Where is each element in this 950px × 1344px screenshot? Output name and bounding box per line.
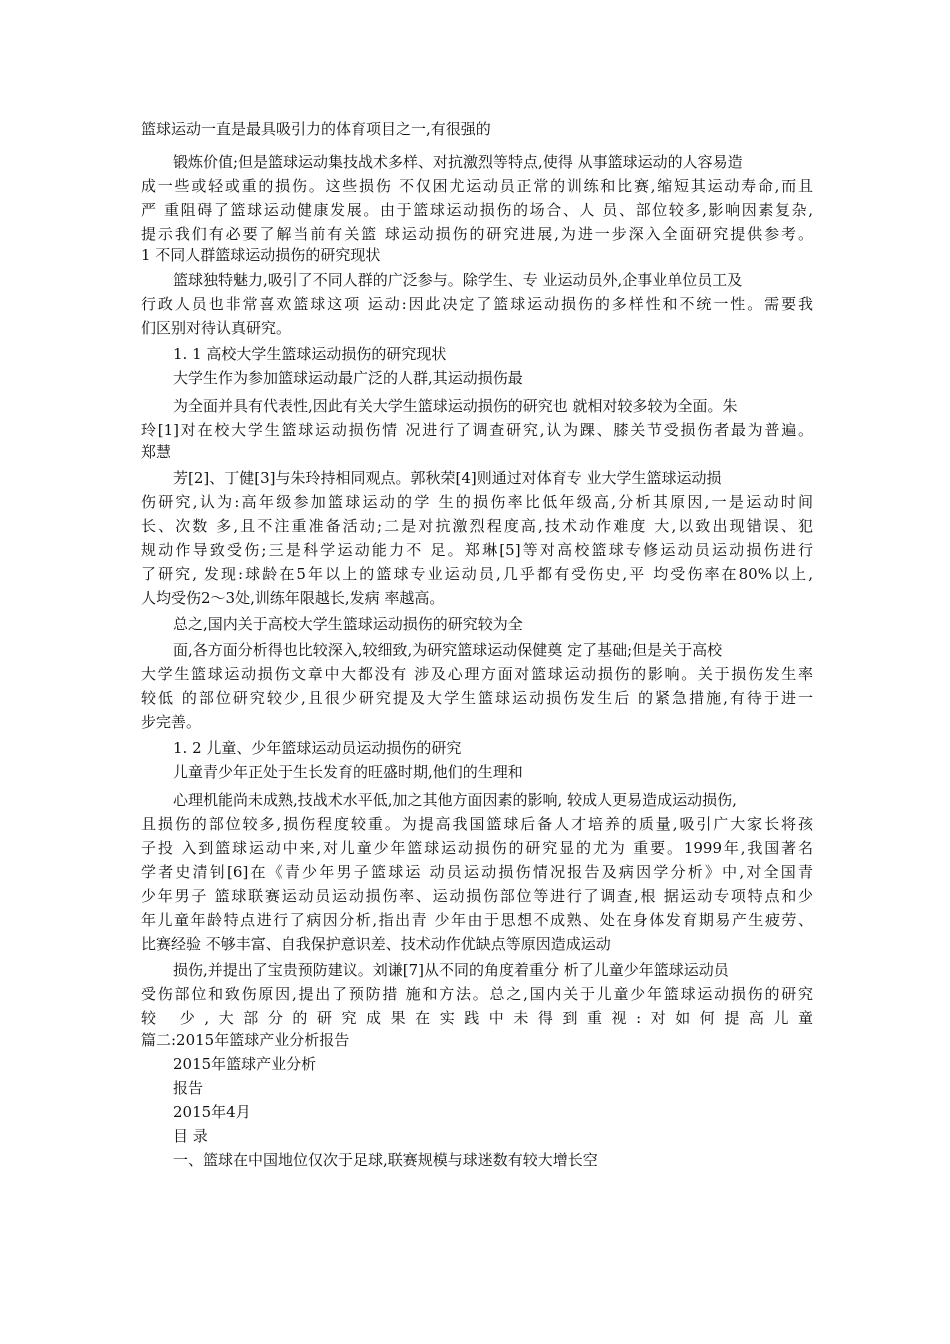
text-line: 提示我们有必要了解当前有关篮 球运动损伤的研究进展,为进一步深入全面研究提供参考。	[141, 225, 813, 243]
text-line: 面,各方面分析得也比较深入,较细致,为研究篮球运动保健奠 定了基础;但是关于高校	[173, 641, 723, 659]
subsection-heading: 1. 2 儿童、少年篮球运动员运动损伤的研究	[173, 739, 462, 757]
text-line: 人均受伤2～3处,训练年限越长,发病 率越高。	[141, 589, 445, 607]
toc-item: 一、篮球在中国地位仅次于足球,联赛规模与球迷数有较大增长空	[173, 1151, 598, 1169]
text-line: 规动作导致受伤;三是科学运动能力不 足。郑琳[5]等对高校篮球专修运动员运动损伤进行	[141, 541, 813, 559]
text-line: 学者史清钊[6]在《青少年男子篮球运 动员运动损伤情况报告及病因学分析》中,对全国青	[141, 863, 813, 881]
text-line: 篮球独特魅力,吸引了不同人群的广泛参与。除学生、专 业运动员外,企事业单位员工及	[173, 271, 743, 289]
text-line: 较低 的部位研究较少,且很少研究提及大学生篮球运动损伤发生后 的紧急措施,有待于进一	[141, 689, 813, 707]
report-title: 报告	[173, 1079, 204, 1097]
section-heading: 篇二:2015年篮球产业分析报告	[141, 1031, 350, 1049]
subsection-heading: 1. 1 高校大学生篮球运动损伤的研究现状	[173, 345, 447, 363]
text-line: 较 少,大部分的研究成果在实践中未得到重视:对如何提高儿童	[141, 1009, 813, 1027]
text-line: 严 重阻碍了篮球运动健康发展。由于篮球运动损伤的场合、人 员、部位较多,影响因素复杂,	[141, 201, 813, 219]
text-line: 步完善。	[141, 713, 202, 731]
report-date: 2015年4月	[173, 1103, 251, 1121]
text-line: 长、次数 多,且不注重准备活动;二是对抗激烈程度高,技术动作难度 大,以致出现错误、犯	[141, 517, 813, 535]
text-line: 大学生篮球运动损伤文章中大都没有 涉及心理方面对篮球运动损伤的影响。关于损伤发生率	[141, 665, 813, 683]
text-line: 郑慧	[141, 443, 172, 461]
text-line: 且损伤的部位较多,损伤程度较重。为提高我国篮球后备人才培养的质量,吸引广大家长将孩	[141, 815, 813, 833]
text-line: 芳[2]、丁健[3]与朱玲持相同观点。郭秋荣[4]则通过对体育专 业大学生篮球运动损	[173, 469, 722, 487]
text-line: 少年男子 篮球联赛运动员运动损伤率、运动损伤部位等进行了调查,根 据运动专项特点和少	[141, 887, 813, 905]
toc-heading: 目 录	[173, 1127, 208, 1145]
text-line: 玲[1]对在校大学生篮球运动损伤情 况进行了调查研究,认为踝、膝关节受损伤者最为普遍。	[141, 421, 813, 439]
text-line: 行政人员也非常喜欢篮球这项 运动:因此决定了篮球运动损伤的多样性和不统一性。需要我	[141, 295, 813, 313]
text-line: 受伤部位和致伤原因,提出了预防措 施和方法。总之,国内关于儿童少年篮球运动损伤的研究	[141, 985, 813, 1003]
text-line: 儿童青少年正处于生长发育的旺盛时期,他们的生理和	[173, 763, 523, 781]
text-line: 比赛经验 不够丰富、自我保护意识差、技术动作优缺点等原因造成运动	[141, 935, 611, 953]
text-line: 为全面并具有代表性,因此有关大学生篮球运动损伤的研究也 就相对较多较为全面。朱	[173, 397, 738, 415]
section-heading: 1 不同人群篮球运动损伤的研究现状	[141, 246, 381, 264]
text-line: 年儿童年龄特点进行了病因分析,指出青 少年由于思想不成熟、处在身体发育期易产生疲劳、	[141, 911, 813, 929]
text-line: 大学生作为参加篮球运动最广泛的人群,其运动损伤最	[173, 369, 523, 387]
text-line: 们区别对待认真研究。	[141, 319, 292, 337]
text-line: 成一些或轻或重的损伤。这些损伤 不仅困尤运动员正常的训练和比赛,缩短其运动寿命,而且	[141, 177, 813, 195]
text-line: 伤研究,认为:高年级参加篮球运动的学 生的损伤率比低年级高,分析其原因,一是运动时间	[141, 493, 813, 511]
text-line: 子投 入到篮球运动中来,对儿童少年篮球运动损伤的研究显的尤为 重要。1999年,我国著名	[141, 839, 813, 857]
text-line: 锻炼价值;但是篮球运动集技战术多样、对抗激烈等特点,使得 从事篮球运动的人容易造	[173, 153, 743, 171]
text-line: 总之,国内关于高校大学生篮球运动损伤的研究较为全	[173, 615, 523, 633]
report-title: 2015年篮球产业分析	[173, 1055, 317, 1073]
text-line: 篮球运动一直是最具吸引力的体育项目之一,有很强的	[141, 120, 491, 138]
text-line: 心理机能尚未成熟,技战术水平低,加之其他方面因素的影响, 较成人更易造成运动损伤,	[173, 791, 737, 809]
text-line: 了研究, 发现:球龄在5年以上的篮球专业运动员,几乎都有受伤史,平 均受伤率在80%以上,	[141, 565, 813, 583]
text-line: 损伤,并提出了宝贵预防建议。刘谦[7]从不同的角度着重分 析了儿童少年篮球运动员	[173, 961, 729, 979]
